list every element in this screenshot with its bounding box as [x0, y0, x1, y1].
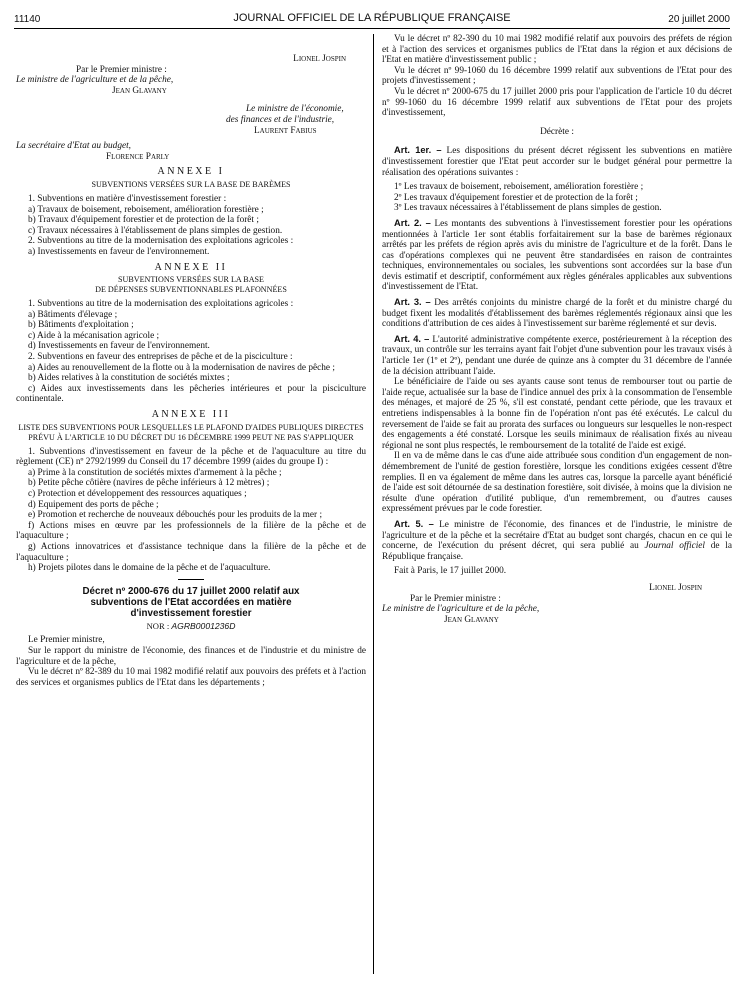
article-text: L'autorité administrative compétente exerce, postérieurement à la réception des travaux, un contrôle sur les terrains ayant fait l'objet d'une subvention pour les travaux visés à l'article 1er (1º et 2º), pendant une durée de quinze ans à compter du 31 décembre de l'année de la décision attribuant l'aide.	[382, 334, 732, 377]
signature-jospin: Lionel Jospin	[649, 582, 702, 593]
article-5	[382, 519, 732, 562]
list-item: b) Aides relatives à la constitution de sociétés mixtes ;	[28, 373, 230, 384]
article-label: Art. 2. –	[394, 217, 431, 228]
role-ministre-economie-2: des finances et de l'industrie,	[226, 114, 335, 125]
article-text: Les dispositions du présent décret régissent les subventions en matière d'investissement forestier que l'Etat peut accorder sur le budget général pour permettre la réalisation des opérations suivantes :	[382, 146, 733, 178]
role-secretaire-budget: La secrétaire d'Etat au budget,	[16, 141, 131, 152]
article-1	[382, 145, 732, 178]
article-3	[382, 297, 732, 330]
article-text-end: de la République française.	[382, 541, 732, 562]
paragraph: Sur le rapport du ministre de l'économie, des finances et de l'industrie et du ministre de l'agriculture et de la pêche,	[16, 645, 366, 667]
signature-parly: Florence Parly	[106, 151, 170, 162]
nor-label: NOR :	[146, 620, 170, 631]
par-premier-ministre: Par le Premier ministre :	[76, 64, 167, 75]
right-column	[382, 34, 732, 625]
list-item: 1. Subventions d'investissement en faveur de la pêche et de l'aquaculture au titre du règlement (CE) nº 2792/1999 du Conseil du 17 décembre 1999 (aides du groupe I) :	[16, 446, 366, 468]
annexe-1-subtitle: SUBVENTIONS VERSÉES SUR LA BASE DE BARÈMES	[91, 179, 291, 189]
journal-title: JOURNAL OFFICIEL DE LA RÉPUBLIQUE FRANÇAISE	[233, 12, 511, 24]
article-text: Le ministre de l'économie, des finances et de l'industrie, le ministre de l'agriculture et de la pêche et la secrétaire d'Etat au budget sont chargés, chacun en ce qui le concerne, de l'exécution du présent décret, qui sera publié au	[382, 519, 732, 552]
list-item: h) Projets pilotes dans le domaine de la pêche et de l'aquaculture.	[28, 563, 271, 574]
list-item: c) Aide à la mécanisation agricole ;	[28, 330, 160, 341]
header-rule	[14, 28, 730, 29]
paragraph: Vu le décret nº 99-1060 du 16 décembre 1999 relatif aux subventions de l'Etat pour des projets d'investissement ;	[382, 65, 732, 87]
journal-officiel-ref: Journal officiel	[644, 541, 706, 552]
annexe-3-title: ANNEXE III	[151, 409, 231, 421]
paragraph: Vu le décret nº 2000-675 du 17 juillet 2000 pris pour l'application de l'article 10 du décret nº 99-1060 du 16 décembre 1999 relatif aux subventions de l'Etat pour des projets d'investissement,	[382, 86, 732, 119]
list-item: a) Aides au renouvellement de la flotte ou à la modernisation de navires de pêche ;	[28, 362, 335, 373]
signature-fabius: Laurent Fabius	[254, 125, 317, 136]
list-item: c) Aides aux investissements dans les pêcheries intérieures et pour la pisciculture continentale.	[16, 383, 366, 405]
list-item: 1. Subventions au titre de la modernisation des exploitations agricoles :	[28, 299, 294, 310]
list-item: 3º Les travaux nécessaires à l'établissement de plans simples de gestion.	[394, 203, 662, 214]
decree-title-line-2: subventions de l'Etat accordées en matière	[90, 596, 292, 608]
role-ministre-agriculture: Le ministre de l'agriculture et de la pêche,	[16, 75, 174, 86]
nor-code: AGRB0001236D	[171, 620, 236, 631]
article-label: Art. 3. –	[394, 297, 431, 308]
list-item: b) Travaux d'équipement forestier et de protection de la forêt ;	[28, 215, 259, 226]
signature-jospin: Lionel Jospin	[293, 54, 346, 64]
paragraph: Vu le décret nº 82-389 du 10 mai 1982 modifié relatif aux pouvoirs des préfets et à l'action des services et organismes publics de l'Etat dans les départements ;	[16, 667, 366, 688]
decree-title	[16, 586, 366, 619]
annexe-2-subtitle-2: DE DÉPENSES SUBVENTIONNABLES PLAFONNÉES	[95, 285, 287, 295]
article-text: Des arrêtés conjoints du ministre chargé de la forêt et du ministre chargé du budget fixent les modalités d'établissement des barèmes réglementés régionaux ainsi que les conditions d'attribution de ces aides à l'investissement sur barème réglementé et sur devis.	[382, 298, 732, 330]
section-separator	[178, 579, 204, 580]
role-ministre-economie-1: Le ministre de l'économie,	[246, 104, 344, 115]
page-number: 11140	[14, 14, 41, 25]
left-column	[16, 34, 366, 688]
list-item: a) Investissements en faveur de l'environnement.	[28, 246, 210, 257]
list-item: d) Equipement des ports de pêche ;	[28, 499, 159, 510]
list-item: 2. Subventions au titre de la modernisation des exploitations agricoles :	[28, 236, 294, 247]
list-item: 1. Subventions en matière d'investissement forestier :	[28, 193, 227, 204]
list-item: e) Promotion et recherche de nouveaux débouchés pour les produits de la mer ;	[28, 510, 323, 521]
paragraph: Le Premier ministre,	[28, 635, 105, 646]
annexe-3-subtitle: LISTE DES SUBVENTIONS POUR LESQUELLES LE PLAFOND D'AIDES PUBLIQUES DIRECTES PRÉVU À L'ARTICLE 10 DU DÉCRET DU 16 DÉCEMBRE 1999 PEUT NE PAS S'APPLIQUER	[18, 422, 364, 442]
list-item: a) Travaux de boisement, reboisement, amélioration forestière ;	[28, 204, 264, 215]
list-item: f) Actions mises en œuvre par les professionnels de la filière de la pêche et de l'aquaculture ;	[16, 520, 366, 542]
article-label: Art. 4. –	[394, 333, 430, 344]
list-item: a) Prime à la constitution de sociétés mixtes d'armement à la pêche ;	[28, 467, 282, 478]
paragraph: Le bénéficiaire de l'aide ou ses ayants cause sont tenus de rembourser tout ou partie de l'aide reçue, actualisée sur la base de l'indice annuel des prix à la consommation de l'ensemble des ménages, et majoré de 25 %, s'il est constaté, pendant cette période, que les travaux et entretiens indispensables à la bonne fin de l'opération n'ont pas été exécutés. Le calcul du reversement de l'aide se fait au prorata des surfaces ou longueurs sur lesquelles le non-respect des engagements a été constaté. Lorsque les seuils minimaux de réalisation fixés au niveau régional ne sont plus respectés, le remboursement de la totalité de l'aide est exigé.	[382, 377, 732, 451]
column-divider	[373, 34, 374, 974]
signature-glavany: Jean Glavany	[444, 614, 499, 625]
decree-title-line-1: Décret nº 2000-676 du 17 juillet 2000 relatif aux	[82, 585, 300, 597]
list-item: g) Actions innovatrices et d'assistance technique dans la filière de la pêche et de l'aquaculture ;	[16, 541, 366, 563]
signature-place-date: Fait à Paris, le 17 juillet 2000.	[394, 566, 507, 577]
annexe-2-subtitle-1: SUBVENTIONS VERSÉES SUR LA BASE	[117, 275, 264, 285]
list-item: 1º Les travaux de boisement, reboisement, amélioration forestière ;	[394, 182, 644, 193]
annexe-2-title: ANNEXE II	[154, 261, 228, 273]
list-item: 2º Les travaux d'équipement forestier et de protection de la forêt ;	[394, 192, 638, 203]
list-item: a) Bâtiments d'élevage ;	[28, 309, 118, 320]
role-ministre-agriculture: Le ministre de l'agriculture et de la pêche,	[382, 604, 540, 615]
paragraph: Il en va de même dans le cas d'une aide attribuée sous condition d'un engagement de non-démembrement de l'unité de gestion forestière, lorsque les conditions exigées cessent d'être remplies. Il en va également de même dans les autres cas, lorsque la parcelle ayant bénéficié de l'aide est soit détournée de sa destination forestière, soit divisée, à moins que la division ne résulte d'une opération d'utilité publique, d'un remembrement, ou d'autres causes expressément prévues par le code forestier.	[382, 451, 732, 515]
list-item: d) Investissements en faveur de l'environnement.	[28, 341, 210, 352]
par-premier-ministre: Par le Premier ministre :	[410, 593, 501, 604]
list-item: c) Protection et développement des ressources aquatiques ;	[28, 489, 247, 499]
issue-date: 20 juillet 2000	[668, 14, 730, 25]
list-item: b) Petite pêche côtière (navires de pêche inférieurs à 12 mètres) ;	[28, 478, 270, 489]
signature-glavany: Jean Glavany	[112, 85, 167, 96]
decree-title-line-3: d'investissement forestier	[130, 607, 252, 619]
article-label: Art. 1er. –	[394, 145, 442, 156]
annexe-1-title: ANNEXE I	[157, 166, 225, 178]
page-header	[14, 12, 730, 28]
paragraph: Vu le décret nº 82-390 du 10 mai 1982 modifié relatif aux pouvoirs des préfets de région et à l'action des services et organismes publics de l'Etat dans la région et aux décisions de l'Etat en matière d'investissement public ;	[382, 34, 732, 66]
list-item: 2. Subventions en faveur des entreprises de pêche et de la pisciculture :	[28, 352, 293, 363]
decrete-heading: Décrète :	[540, 126, 574, 137]
list-item: b) Bâtiments d'exploitation ;	[28, 320, 134, 331]
list-item: c) Travaux nécessaires à l'établissement de plans simples de gestion.	[28, 225, 283, 236]
article-text: Les montants des subventions à l'investissement forestier pour les opérations mentionnées à l'article 1er sont établis forfaitairement sur la base de barèmes régionaux arrêtés par les préfets de région après avis du ministre de l'agriculture et de la forêt. Dans le cas d'opérations complexes qui ne peuvent être standardisées en raison de contraintes techniques, environnementales ou sociales, les subventions sont accordées sur la base d'un devis estimatif et descriptif, conformément aux règles générales applicables aux subventions d'investissement de l'Etat.	[382, 218, 732, 293]
nor-reference	[16, 621, 366, 632]
article-label: Art. 5. –	[394, 518, 434, 529]
article-2	[382, 218, 732, 293]
article-4	[382, 334, 732, 377]
